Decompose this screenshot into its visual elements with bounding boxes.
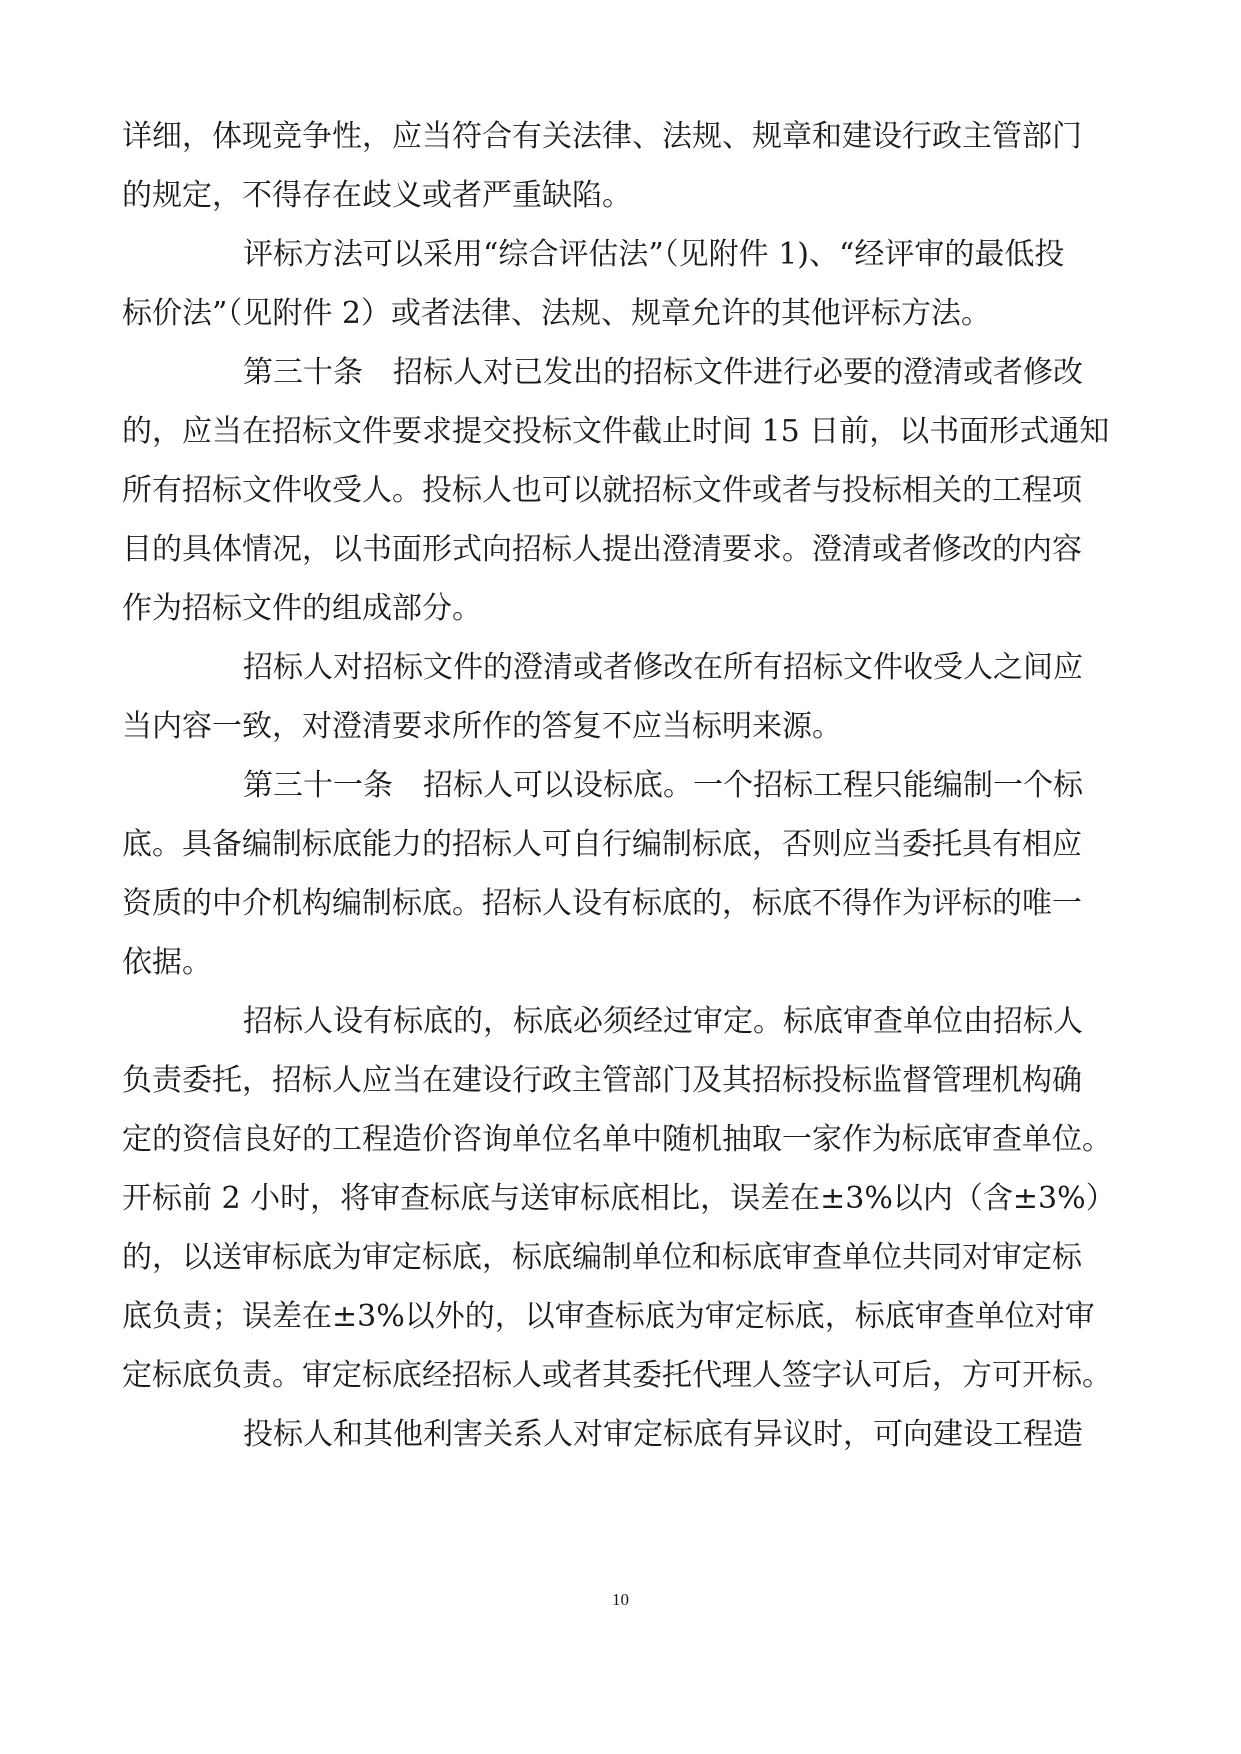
- text-line: 所有招标文件收受人。投标人也可以就招标文件或者与投标相关的工程项: [122, 473, 1082, 508]
- text-line: 的规定，不得存在歧义或者严重缺陷。: [122, 178, 632, 213]
- paragraph-first-line: 投标人和其他利害关系人对审定标底有异议时，可向建设工程造: [243, 1417, 1083, 1452]
- text-line: 的，以送审标底为审定标底，标底编制单位和标底审查单位共同对审定标: [122, 1240, 1082, 1275]
- article-30-first-line: 第三十条 招标人对已发出的招标文件进行必要的澄清或者修改: [243, 355, 1083, 390]
- paragraph-first-line: 评标方法可以采用“综合评估法”（见附件 1)、“经评审的最低投: [243, 237, 1065, 272]
- text-line: 作为招标文件的组成部分。: [122, 591, 482, 626]
- text-line: 标价法”（见附件 2）或者法律、法规、规章允许的其他评标方法。: [122, 296, 991, 331]
- text-line: 定标底负责。审定标底经招标人或者其委托代理人签字认可后，方可开标。: [122, 1358, 1112, 1393]
- text-line: 的，应当在招标文件要求提交投标文件截止时间 15 日前，以书面形式通知: [122, 414, 1110, 449]
- text-line: 依据。: [122, 945, 212, 980]
- text-line: 底负责；误差在±3%以外的，以审查标底为审定标底，标底审查单位对审: [122, 1299, 1095, 1334]
- paragraph-first-line: 招标人设有标底的，标底必须经过审定。标底审查单位由招标人: [243, 1004, 1083, 1039]
- text-line: 定的资信良好的工程造价咨询单位名单中随机抽取一家作为标底审查单位。: [122, 1122, 1112, 1157]
- text-line: 底。具备编制标底能力的招标人可自行编制标底，否则应当委托具有相应: [122, 827, 1082, 862]
- paragraph-first-line: 招标人对招标文件的澄清或者修改在所有招标文件收受人之间应: [243, 650, 1083, 685]
- text-line: 负责委托，招标人应当在建设行政主管部门及其招标投标监督管理机构确: [122, 1063, 1082, 1098]
- text-line: 当内容一致，对澄清要求所作的答复不应当标明来源。: [122, 709, 842, 744]
- text-line: 详细，体现竞争性，应当符合有关法律、法规、规章和建设行政主管部门: [122, 119, 1082, 154]
- text-line: 开标前 2 小时，将审查标底与送审标底相比，误差在±3%以内（含±3%）: [122, 1181, 1116, 1216]
- article-31-first-line: 第三十一条 招标人可以设标底。一个招标工程只能编制一个标: [243, 768, 1083, 803]
- text-line: 目的具体情况，以书面形式向招标人提出澄清要求。澄清或者修改的内容: [122, 532, 1082, 567]
- page-number: 10: [612, 1590, 629, 1609]
- text-line: 资质的中介机构编制标底。招标人设有标底的，标底不得作为评标的唯一: [122, 886, 1082, 921]
